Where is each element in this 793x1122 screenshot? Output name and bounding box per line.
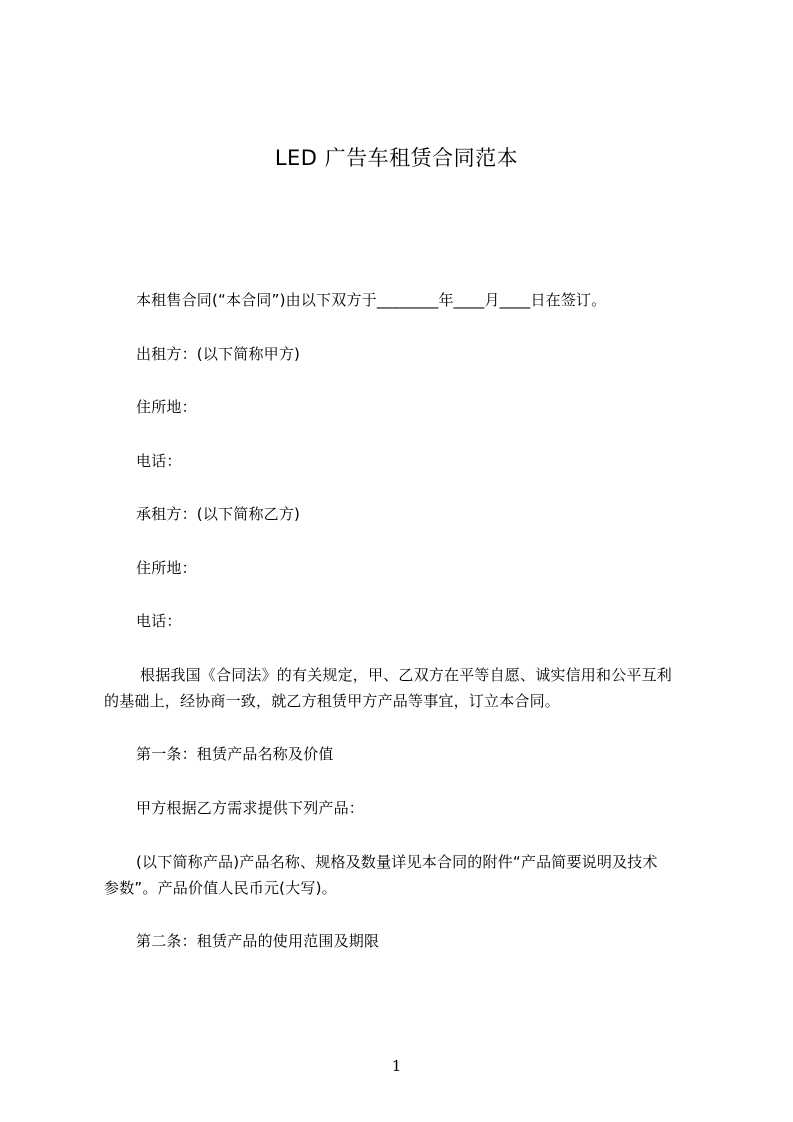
product-paragraph-line-1: (以下简称产品)产品名称、规格及数量详见本合同的附件“产品简要说明及技术: [136, 853, 658, 871]
lessor-label: 出租方：(以下简称甲方): [136, 345, 301, 363]
article-1-heading: 第一条：租赁产品名称及价值: [136, 745, 334, 763]
contract-intro: 本租售合同(“本合同”)由以下双方于________年____月____日在签订。: [136, 291, 607, 309]
basis-paragraph-line-1: 根据我国《合同法》的有关规定，甲、乙双方在平等自愿、诚实信用和公平互利: [140, 666, 673, 684]
document-title: LED 广告车租赁合同范本: [274, 146, 519, 170]
lessee-phone: 电话：: [136, 612, 182, 630]
lessee-address: 住所地：: [136, 559, 197, 577]
article-1-text: 甲方根据乙方需求提供下列产品：: [136, 799, 365, 817]
lessor-address: 住所地：: [136, 398, 197, 416]
basis-paragraph-line-2: 的基础上，经协商一致，就乙方租赁甲方产品等事宜，订立本合同。: [104, 692, 561, 710]
lessor-phone: 电话：: [136, 452, 182, 470]
lessee-label: 承租方：(以下简称乙方): [136, 505, 301, 523]
product-paragraph-line-2: 参数”。产品价值人民币元(大写)。: [104, 879, 337, 897]
page-number: 1: [391, 1057, 402, 1075]
article-2-heading: 第二条：租赁产品的使用范围及期限: [136, 932, 380, 950]
